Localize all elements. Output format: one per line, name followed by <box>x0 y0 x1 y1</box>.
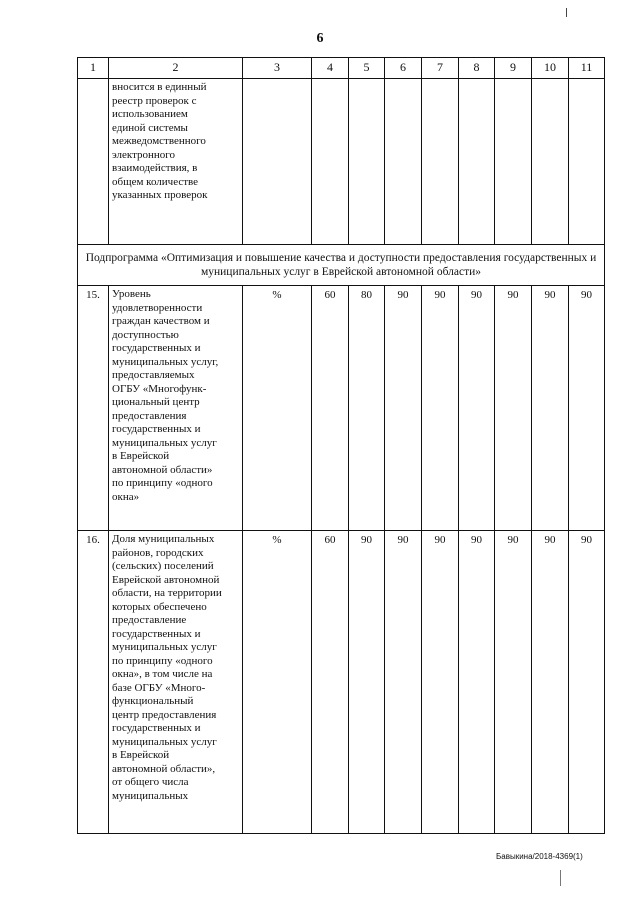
empty-cell <box>459 79 495 245</box>
subprogram-title: Подпрограмма «Оптимизация и повышение качества и доступности предоставления государственных и муниципальных услуг в Еврейской автономной области» <box>78 245 605 286</box>
indicators-table <box>77 57 605 834</box>
indicator-text: Доля муниципальных районов, городских (сельских) поселений Еврейской автономной области, на территории которых обеспечено предоставление государственных и муниципальных услуг по принципу «одного окна», в том числе на базе ОГБУ «Много- функциональный центр предоставления государственных и муниципальных услуг в Еврейской автономной области», от общего числа муниципальных <box>109 531 243 834</box>
unit-cell: % <box>243 286 312 531</box>
empty-cell <box>532 79 569 245</box>
value-cell: 90 <box>385 286 422 531</box>
column-number: 9 <box>495 58 532 79</box>
value-cell: 90 <box>422 286 459 531</box>
value-cell: 90 <box>495 531 532 834</box>
column-number: 10 <box>532 58 569 79</box>
table-row-continuation <box>78 79 605 245</box>
table-row <box>78 531 605 834</box>
page-number: 6 <box>316 31 324 46</box>
column-number: 7 <box>422 58 459 79</box>
value-cell: 90 <box>495 286 532 531</box>
scan-mark-top <box>566 8 567 17</box>
column-number: 1 <box>78 58 109 79</box>
value-cell: 90 <box>569 531 605 834</box>
column-number: 11 <box>569 58 605 79</box>
value-cell: 90 <box>532 531 569 834</box>
empty-cell <box>78 79 109 245</box>
empty-cell <box>569 79 605 245</box>
empty-cell <box>312 79 349 245</box>
value-cell: 90 <box>532 286 569 531</box>
empty-cell <box>349 79 385 245</box>
value-cell: 90 <box>385 531 422 834</box>
scan-mark-bottom <box>560 870 561 886</box>
value-cell: 80 <box>349 286 385 531</box>
document-code: Бавыкина/2018-4369(1) <box>496 852 583 861</box>
subprogram-row <box>78 245 605 286</box>
value-cell: 90 <box>349 531 385 834</box>
empty-cell <box>422 79 459 245</box>
table-row <box>78 286 605 531</box>
column-number: 4 <box>312 58 349 79</box>
indicator-text: Уровень удовлетворенности граждан качеством и доступностью государственных и муниципальных услуг, предоставляемых ОГБУ «Многофунк- циональный центр предоставления государственных и муниципальных услуг в Еврейской автономной области» по принципу «одного окна» <box>109 286 243 531</box>
column-number: 2 <box>109 58 243 79</box>
empty-cell <box>243 79 312 245</box>
value-cell: 60 <box>312 531 349 834</box>
empty-cell <box>385 79 422 245</box>
indicator-text: вносится в единный реестр проверок с использованием единой системы межведомственного электронного взаимодействия, в общем количестве указанных проверок <box>109 79 243 245</box>
row-number: 15. <box>78 286 109 531</box>
column-number-row <box>78 58 605 79</box>
value-cell: 90 <box>422 531 459 834</box>
column-number: 3 <box>243 58 312 79</box>
column-number: 6 <box>385 58 422 79</box>
column-number: 5 <box>349 58 385 79</box>
value-cell: 60 <box>312 286 349 531</box>
row-number: 16. <box>78 531 109 834</box>
column-number: 8 <box>459 58 495 79</box>
unit-cell: % <box>243 531 312 834</box>
value-cell: 90 <box>459 286 495 531</box>
value-cell: 90 <box>459 531 495 834</box>
empty-cell <box>495 79 532 245</box>
value-cell: 90 <box>569 286 605 531</box>
